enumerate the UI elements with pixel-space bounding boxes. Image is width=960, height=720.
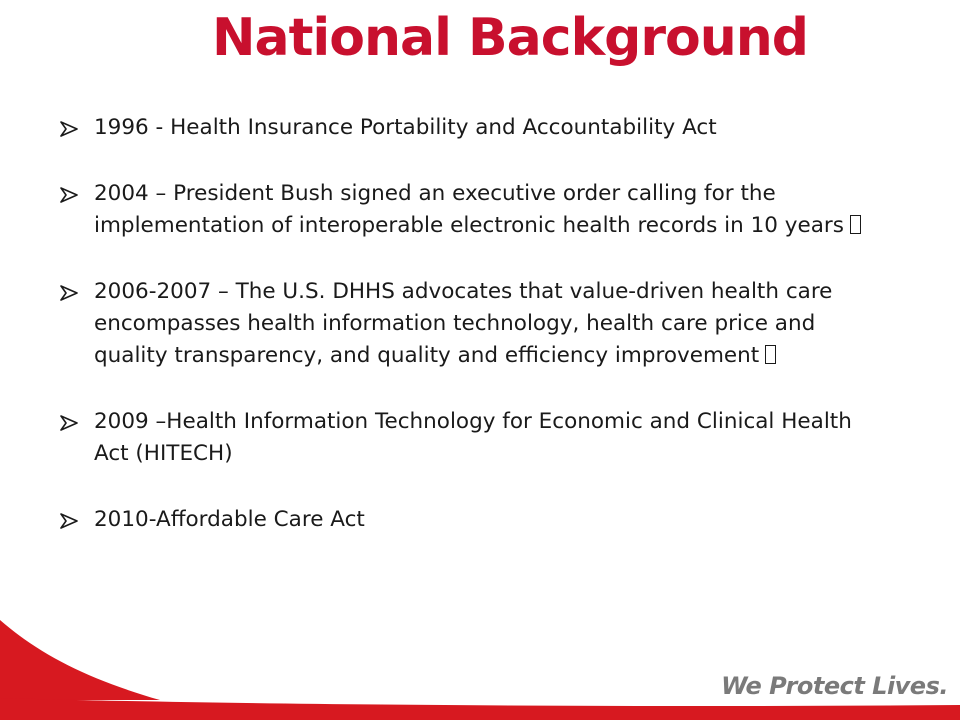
missing-glyph-icon xyxy=(850,215,861,234)
bullet-item xyxy=(60,504,890,536)
red-swoosh-decoration xyxy=(0,600,960,720)
bullet-text: 2006-2007 – The U.S. DHHS advocates that value-driven health care encompasses health information technology, health care price and quality transparency, and quality and efficiency improvement xyxy=(94,279,833,368)
bullet-item xyxy=(60,276,890,372)
slide-title: National Background xyxy=(211,8,809,68)
missing-glyph-icon xyxy=(765,345,776,364)
arrow-bullet-icon xyxy=(60,121,78,137)
bullet-text: 2009 –Health Information Technology for Economic and Clinical Health Act (HITECH) xyxy=(94,409,852,466)
arrow-bullet-icon xyxy=(60,415,78,431)
bullet-list xyxy=(60,112,890,536)
bullet-text: 2004 – President Bush signed an executive order calling for the implementation of interoperable electronic health records in 10 years xyxy=(94,181,844,238)
bullet-item xyxy=(60,406,890,470)
tagline: We Protect Lives. xyxy=(721,672,948,700)
bullet-item xyxy=(60,178,890,242)
bullet-text: 1996 - Health Insurance Portability and Accountability Act xyxy=(94,115,717,140)
bullet-text: 2010-Affordable Care Act xyxy=(94,507,365,532)
arrow-bullet-icon xyxy=(60,513,78,529)
bullet-item xyxy=(60,112,890,144)
arrow-bullet-icon xyxy=(60,187,78,203)
arrow-bullet-icon xyxy=(60,285,78,301)
